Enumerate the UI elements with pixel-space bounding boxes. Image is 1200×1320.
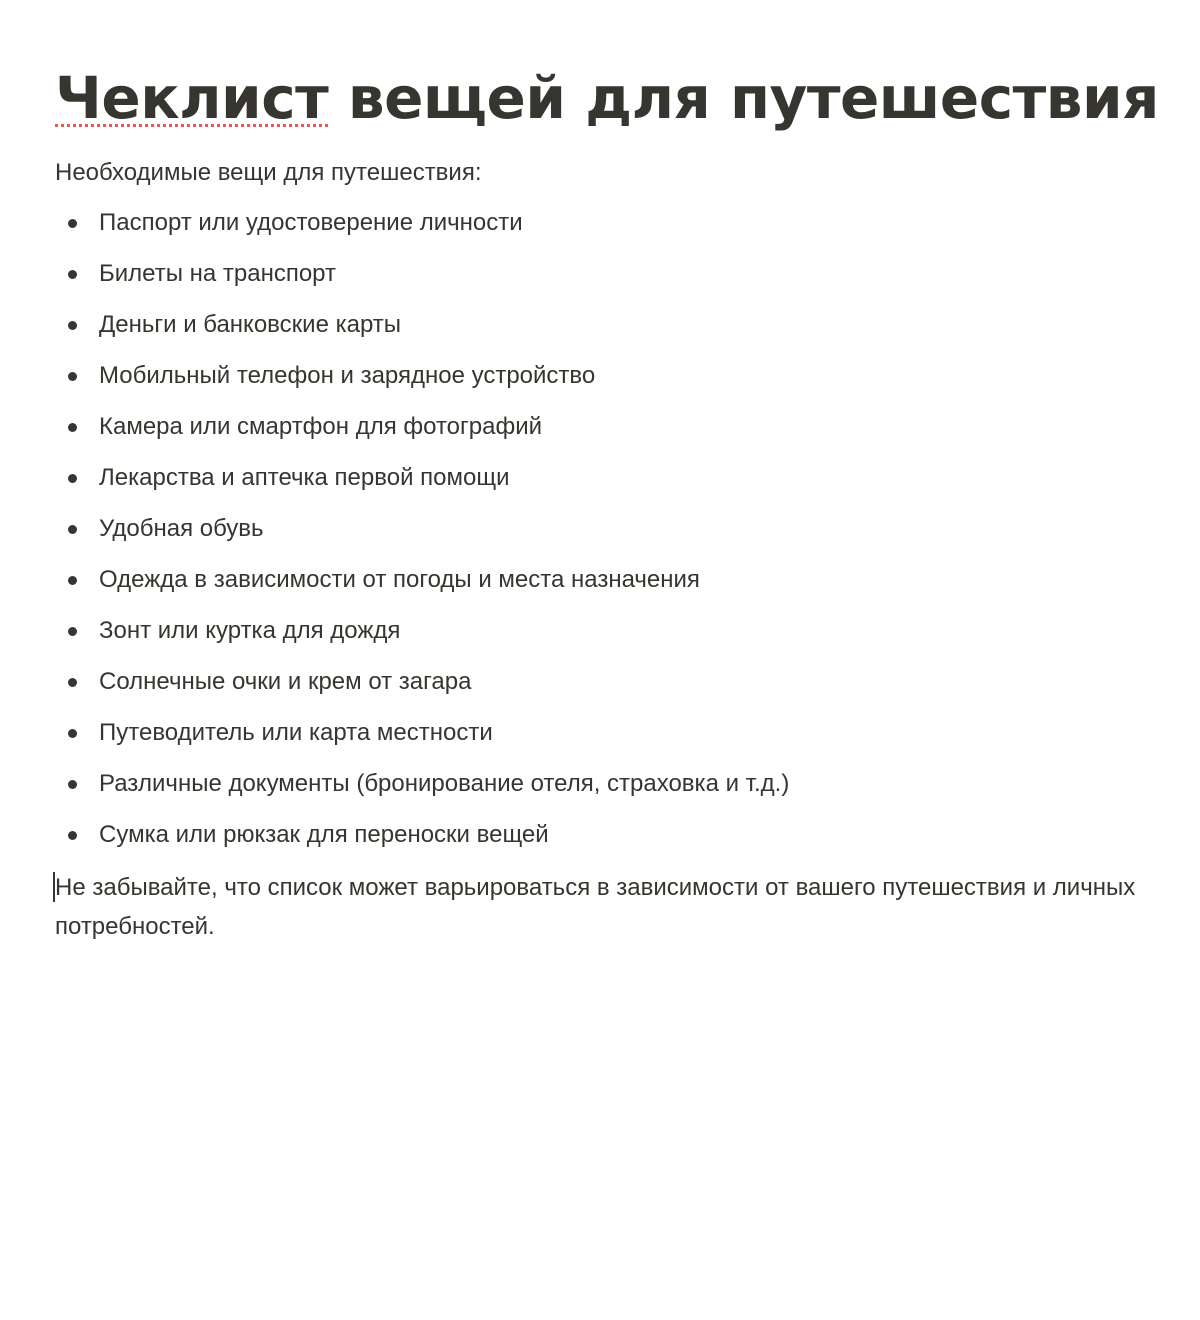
bullet-dot-icon [68, 627, 77, 636]
list-item-text[interactable]: Различные документы (бронирование отеля, страховка и т.д.) [99, 770, 790, 797]
bullet-list [55, 206, 1155, 852]
closing-paragraph-text[interactable]: Не забывайте, что список может варьироваться в зависимости от вашего путешествия и личных потребностей. [55, 874, 1136, 940]
bullet-dot-icon [68, 525, 77, 534]
list-item-text[interactable]: Лекарства и аптечка первой помощи [99, 464, 510, 491]
list-item-text[interactable]: Камера или смартфон для фотографий [99, 413, 543, 440]
list-item[interactable] [55, 563, 1155, 597]
list-item[interactable] [55, 512, 1155, 546]
closing-paragraph[interactable] [55, 868, 1155, 946]
list-item-text[interactable]: Одежда в зависимости от погоды и места назначения [99, 566, 700, 593]
list-item-text[interactable]: Путеводитель или карта местности [99, 719, 493, 746]
bullet-dot-icon [68, 831, 77, 840]
bullet-dot-icon [68, 678, 77, 687]
text-cursor [53, 872, 55, 902]
bullet-dot-icon [68, 423, 77, 432]
list-item[interactable] [55, 716, 1155, 750]
title-misspelled-word[interactable]: Чеклист [55, 64, 329, 132]
bullet-dot-icon [68, 576, 77, 585]
bullet-dot-icon [68, 321, 77, 330]
list-item-text[interactable]: Паспорт или удостоверение личности [99, 209, 523, 236]
bullet-dot-icon [68, 780, 77, 789]
list-item-text[interactable]: Сумка или рюкзак для переноски вещей [99, 821, 549, 848]
list-item-text[interactable]: Деньги и банковские карты [99, 311, 402, 338]
list-item[interactable] [55, 257, 1155, 291]
list-item-text[interactable]: Билеты на транспорт [99, 260, 336, 287]
list-item-text[interactable]: Солнечные очки и крем от загара [99, 668, 472, 695]
list-item[interactable] [55, 818, 1155, 852]
list-item[interactable] [55, 461, 1155, 495]
document-editor[interactable] [55, 62, 1159, 946]
list-item-text[interactable]: Мобильный телефон и зарядное устройство [99, 362, 596, 389]
list-item[interactable] [55, 614, 1155, 648]
list-item[interactable] [55, 665, 1155, 699]
page-title[interactable] [55, 62, 1159, 134]
bullet-dot-icon [68, 219, 77, 228]
list-item[interactable] [55, 206, 1155, 240]
list-item[interactable] [55, 410, 1155, 444]
bullet-dot-icon [68, 270, 77, 279]
list-item[interactable] [55, 308, 1155, 342]
bullet-dot-icon [68, 729, 77, 738]
list-item-text[interactable]: Зонт или куртка для дождя [99, 617, 401, 644]
bullet-dot-icon [68, 474, 77, 483]
list-item-text[interactable]: Удобная обувь [99, 515, 264, 542]
intro-paragraph[interactable]: Необходимые вещи для путешествия: [55, 159, 482, 186]
bullet-dot-icon [68, 372, 77, 381]
list-item[interactable] [55, 359, 1155, 393]
title-rest[interactable]: вещей для путешествия [328, 64, 1159, 132]
list-item[interactable] [55, 767, 1155, 801]
